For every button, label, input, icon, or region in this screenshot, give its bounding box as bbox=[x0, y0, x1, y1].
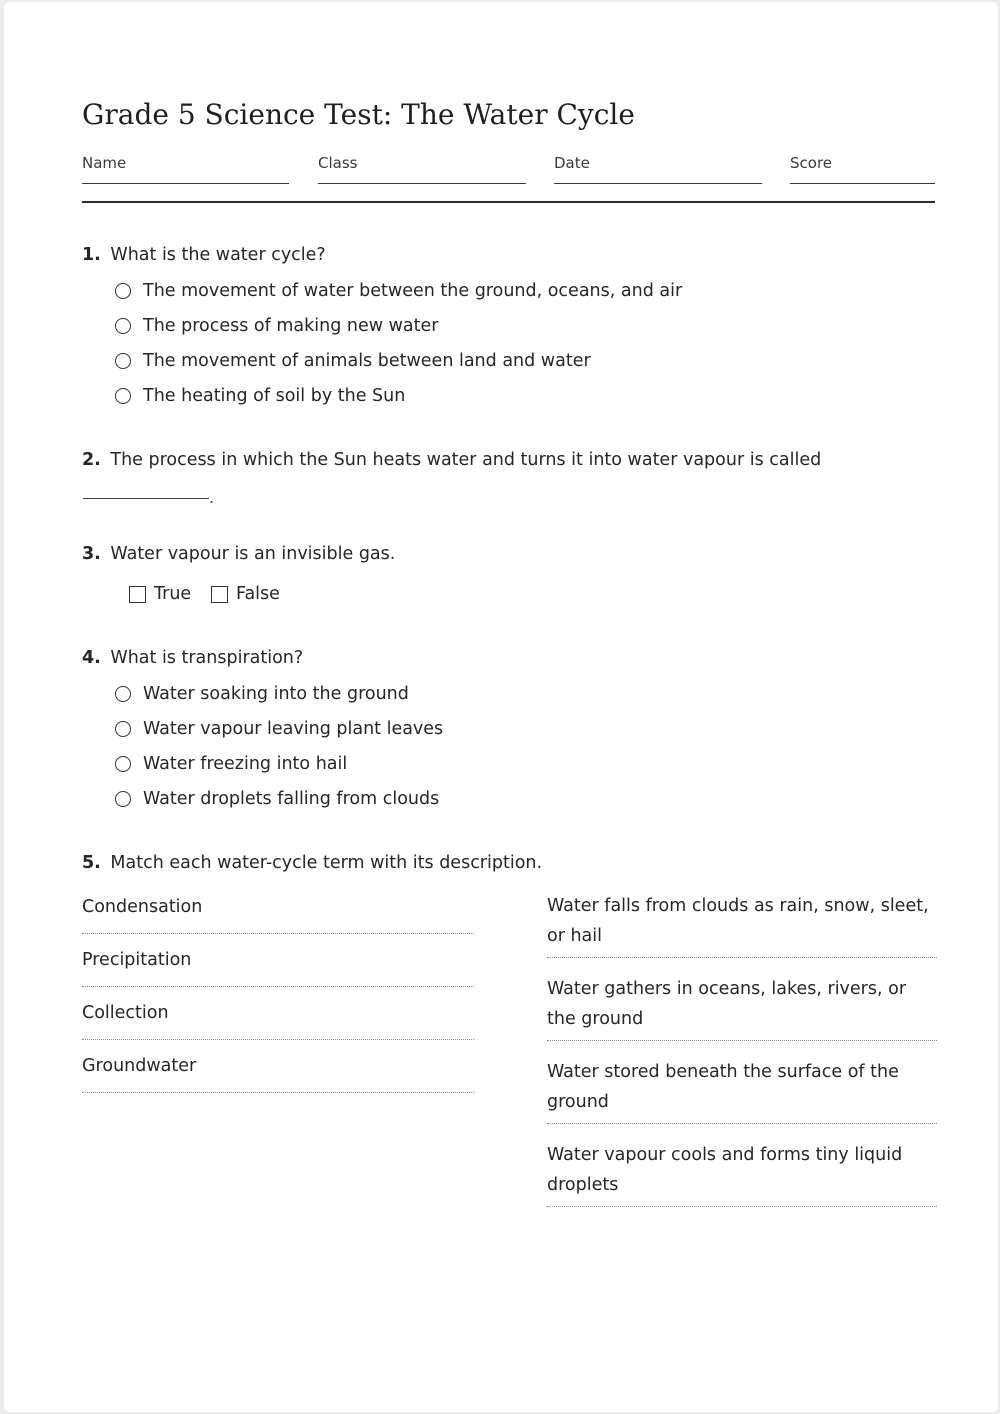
question-1 bbox=[82, 245, 326, 265]
match-description-3[interactable] bbox=[547, 1057, 937, 1124]
score-field[interactable] bbox=[790, 154, 935, 184]
option-label: The movement of animals between land and water bbox=[143, 351, 591, 371]
radio-button-icon[interactable] bbox=[115, 318, 131, 334]
question-text: Match each water-cycle term with its description. bbox=[110, 853, 543, 873]
match-term-2[interactable] bbox=[82, 950, 474, 987]
match-term-4[interactable] bbox=[82, 1056, 474, 1093]
score-label: Score bbox=[790, 154, 833, 172]
question-text: What is transpiration? bbox=[110, 648, 304, 668]
term-label: Groundwater bbox=[82, 1056, 197, 1076]
q1-option-1[interactable] bbox=[110, 281, 682, 301]
worksheet-page bbox=[4, 2, 998, 1412]
radio-button-icon[interactable] bbox=[115, 388, 131, 404]
checkbox-icon[interactable] bbox=[211, 586, 228, 603]
description-text: Water gathers in oceans, lakes, rivers, or the ground bbox=[547, 979, 907, 1029]
match-description-4[interactable] bbox=[547, 1140, 937, 1207]
option-label: Water soaking into the ground bbox=[143, 684, 409, 704]
option-label: The heating of soil by the Sun bbox=[143, 386, 406, 406]
q4-option-1[interactable] bbox=[110, 684, 409, 704]
radio-button-icon[interactable] bbox=[115, 791, 131, 807]
q1-option-4[interactable] bbox=[110, 386, 405, 406]
radio-button-icon[interactable] bbox=[115, 686, 131, 702]
q4-option-4[interactable] bbox=[110, 789, 439, 809]
radio-button-icon[interactable] bbox=[115, 283, 131, 299]
q1-option-3[interactable] bbox=[110, 351, 591, 371]
question-text: The process in which the Sun heats water and turns it into water vapour is called bbox=[110, 450, 822, 470]
question-3 bbox=[82, 544, 395, 564]
question-number: 1. bbox=[82, 245, 101, 265]
date-field[interactable] bbox=[554, 154, 762, 184]
question-2 bbox=[82, 450, 821, 470]
term-label: Condensation bbox=[82, 897, 203, 917]
description-text: Water vapour cools and forms tiny liquid droplets bbox=[547, 1145, 903, 1195]
true-option[interactable] bbox=[129, 584, 191, 604]
header-divider bbox=[82, 201, 935, 203]
q4-option-2[interactable] bbox=[110, 719, 443, 739]
name-label: Name bbox=[82, 154, 127, 172]
radio-button-icon[interactable] bbox=[115, 353, 131, 369]
option-label: Water droplets falling from clouds bbox=[143, 789, 440, 809]
false-label: False bbox=[236, 584, 280, 604]
checkbox-icon[interactable] bbox=[129, 586, 146, 603]
date-label: Date bbox=[554, 154, 590, 172]
description-text: Water falls from clouds as rain, snow, sleet, or hail bbox=[547, 896, 929, 946]
true-label: True bbox=[154, 584, 192, 604]
question-text: What is the water cycle? bbox=[110, 245, 326, 265]
description-text: Water stored beneath the surface of the ground bbox=[547, 1062, 899, 1112]
question-number: 4. bbox=[82, 648, 101, 668]
match-term-3[interactable] bbox=[82, 1003, 474, 1040]
option-label: The process of making new water bbox=[143, 316, 439, 336]
question-number: 3. bbox=[82, 544, 101, 564]
radio-button-icon[interactable] bbox=[115, 721, 131, 737]
blank-period: . bbox=[209, 488, 215, 507]
q4-option-3[interactable] bbox=[110, 754, 347, 774]
q1-option-2[interactable] bbox=[110, 316, 438, 336]
term-label: Precipitation bbox=[82, 950, 192, 970]
fill-in-blank[interactable] bbox=[83, 498, 209, 499]
option-label: The movement of water between the ground, oceans, and air bbox=[143, 281, 683, 301]
false-option[interactable] bbox=[211, 584, 280, 604]
option-label: Water vapour leaving plant leaves bbox=[143, 719, 444, 739]
question-4 bbox=[82, 648, 303, 668]
radio-button-icon[interactable] bbox=[115, 756, 131, 772]
question-5 bbox=[82, 853, 542, 873]
option-label: Water freezing into hail bbox=[143, 754, 348, 774]
class-field[interactable] bbox=[318, 154, 526, 184]
match-term-1[interactable] bbox=[82, 897, 474, 934]
question-number: 2. bbox=[82, 450, 101, 470]
question-text: Water vapour is an invisible gas. bbox=[110, 544, 396, 564]
name-field[interactable] bbox=[82, 154, 289, 184]
term-label: Collection bbox=[82, 1003, 169, 1023]
class-label: Class bbox=[318, 154, 358, 172]
match-description-2[interactable] bbox=[547, 974, 937, 1041]
match-description-1[interactable] bbox=[547, 891, 937, 958]
page-title: Grade 5 Science Test: The Water Cycle bbox=[82, 98, 635, 131]
question-number: 5. bbox=[82, 853, 101, 873]
